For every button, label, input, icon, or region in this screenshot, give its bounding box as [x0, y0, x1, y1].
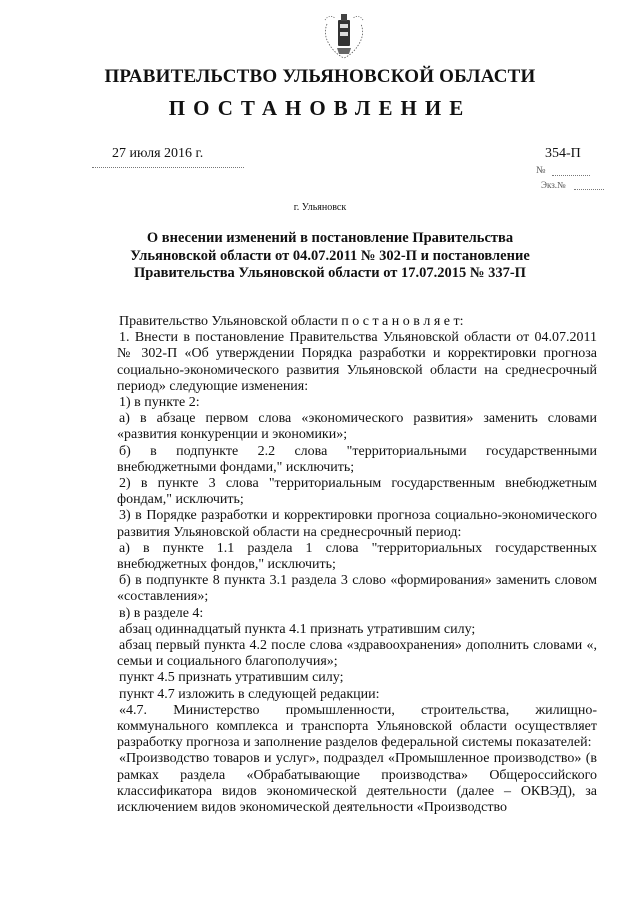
document-type: ПОСТАНОВЛЕНИЕ — [168, 96, 472, 120]
paragraph: б) в подпункте 2.2 слова "территориальными государственными внебюджетными фондами," исключить; — [117, 443, 597, 475]
paragraph: «4.7. Министерство промышленности, строительства, жилищно-коммунального комплекса и транспорта Ульяновской области осуществляет разработку прогноза и заполнение разделов федеральной системы показателей: — [117, 702, 597, 751]
paragraph: в) в разделе 4: — [119, 605, 204, 621]
paragraph: пункт 4.7 изложить в следующей редакции: — [119, 686, 380, 702]
coat-of-arms-icon — [319, 10, 369, 62]
paragraph: 2) в пункте 3 слова "территориальным государственным внебюджетным фондам," исключить; — [117, 476, 597, 508]
copy-underline — [574, 189, 604, 190]
paragraph: Правительство Ульяновской области п о с т а н о в л я е т: — [119, 314, 464, 329]
paragraph: а) в абзаце первом слова «экономического развития» заменить словами «развития конкуренции и экономики»; — [117, 411, 597, 443]
city: г. Ульяновск — [293, 202, 347, 213]
paragraph: 1) в пункте 2: — [119, 395, 200, 411]
paragraph: «Производство товаров и услуг», подраздел «Промышленное производство» (в рамках раздела «Обрабатывающие производства» Общероссийского классификатора видов экономической деятельности (далее – ОКВЭД), за исключением видов экономической деятельности «Производство — [117, 751, 597, 816]
number-label: № — [536, 165, 546, 176]
document-title: О внесении изменений в постановление Правительства Ульяновской области от 04.07.2011 № 302-П и постановление Правительства Ульяновской области от 17.07.2015 № 337-П — [130, 230, 530, 281]
paragraph: абзац первый пункта 4.2 после слова «здравоохранения» дополнить словами «, семьи и социального благополучия»; — [117, 638, 597, 670]
document-number: 354-П — [545, 146, 581, 161]
document-date: 27 июля 2016 г. — [112, 146, 204, 161]
paragraph: а) в пункте 1.1 раздела 1 слова "территориальных государственных внебюджетных фондов," исключить; — [117, 540, 597, 573]
paragraph: 3) в Порядке разработки и корректировки прогноза социально-экономического развития Ульяновской области на среднесрочный период: — [117, 508, 597, 540]
paragraph: абзац одиннадцатый пункта 4.1 признать утратившим силу; — [119, 621, 476, 637]
paragraph: пункт 4.5 признать утратившим силу; — [119, 670, 344, 686]
document-body — [117, 314, 597, 816]
date-underline — [92, 167, 244, 168]
number-underline — [552, 175, 590, 176]
organization-title: ПРАВИТЕЛЬСТВО УЛЬЯНОВСКОЙ ОБЛАСТИ — [104, 66, 536, 87]
paragraph: б) в подпункте 8 пункта 3.1 раздела 3 слово «формирования» заменить словом «составления»; — [117, 573, 597, 605]
paragraph: 1. Внести в постановление Правительства Ульяновской области от 04.07.2011 № 302-П «Об утверждении Порядка разработки и корректировки прогноза социально-экономического развития Ульяновской области на среднесрочный период» следующие изменения: — [117, 330, 597, 394]
copy-label: Экз.№ — [541, 180, 566, 190]
